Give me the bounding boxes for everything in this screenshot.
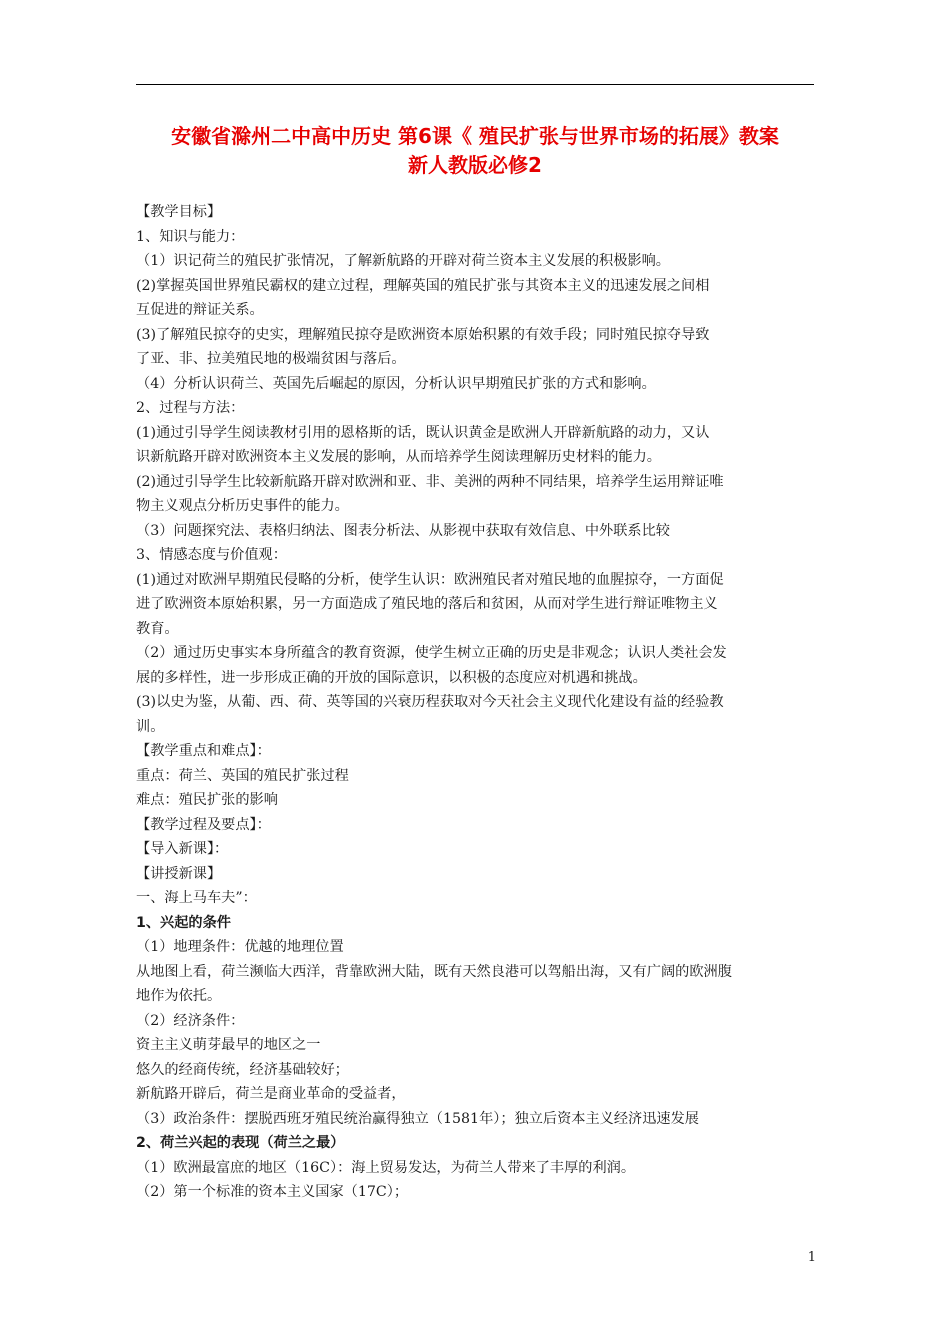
body-line: 互促进的辩证关系。 — [136, 302, 264, 318]
body-line: (2)通过引导学生比较新航路开辟对欧洲和亚、非、美洲的两种不同结果，培养学生运用辩证唯 — [136, 473, 724, 490]
body-line: (1)通过引导学生阅读教材引用的恩格斯的话，既认识黄金是欧洲人开辟新航路的动力，又认 — [136, 424, 710, 441]
body-line: （4）分析认识荷兰、英国先后崛起的原因，分析认识早期殖民扩张的方式和影响。 — [136, 375, 656, 392]
body-line: （2）通过历史事实本身所蕴含的教育资源，使学生树立正确的历史是非观念；认识人类社会发 — [136, 645, 727, 661]
body-line: 从地图上看，荷兰濒临大西洋，背靠欧洲大陆，既有天然良港可以驾船出海，又有广阔的欧洲腹 — [136, 963, 732, 980]
body-line: 难点：殖民扩张的影响 — [136, 792, 278, 808]
body-line: （1）地理条件：优越的地理位置 — [136, 939, 344, 955]
document-title — [120, 122, 830, 180]
body-line: 展的多样性，进一步形成正确的开放的国际意识，以积极的态度应对机遇和挑战。 — [136, 669, 647, 686]
body-line: 2、过程与方法： — [136, 400, 245, 416]
body-line: （2）第一个标准的资本主义国家（17C）； — [136, 1184, 409, 1200]
body-line: (3)了解殖民掠夺的史实，理解殖民掠夺是欧洲资本原始积累的有效手段；同时殖民掠夺导致 — [136, 326, 710, 343]
body-line: 资主主义萌芽最早的地区之一 — [136, 1037, 321, 1053]
body-line: 悠久的经商传统，经济基础较好； — [136, 1061, 349, 1078]
body-line: 进了欧洲资本原始积累，另一方面造成了殖民地的落后和贫困，从而对学生进行辩证唯物主义 — [136, 596, 718, 612]
body-line: （3）政治条件：摆脱西班牙殖民统治赢得独立（1581年）；独立后资本主义经济迅速发展 — [136, 1110, 699, 1127]
body-line: 识新航路开辟对欧洲资本主义发展的影响，从而培养学生阅读理解历史材料的能力。 — [136, 449, 661, 465]
body-line: 【教学过程及要点】： — [136, 816, 271, 833]
body-line: （3）问题探究法、表格归纳法、图表分析法、从影视中获取有效信息、中外联系比较 — [136, 522, 670, 539]
body-line: 新航路开辟后，荷兰是商业革命的受益者， — [136, 1086, 406, 1102]
body-line: （1）识记荷兰的殖民扩张情况，了解新航路的开辟对荷兰资本主义发展的积极影响。 — [136, 253, 670, 269]
body-line: 物主义观点分析历史事件的能力。 — [136, 498, 349, 514]
body-line: (2)掌握英国世界殖民霸权的建立过程，理解英国的殖民扩张与其资本主义的迅速发展之间相 — [136, 277, 710, 294]
page-number: 1 — [807, 1250, 816, 1265]
body-line: （2）经济条件： — [136, 1012, 245, 1029]
body-line: 1、知识与能力： — [136, 228, 245, 245]
body-line: 【教学重点和难点】： — [136, 743, 271, 759]
body-line: 【导入新课】： — [136, 841, 229, 857]
title-line-2: 新人教版必修2 — [408, 153, 542, 177]
body-line: 教育。 — [136, 620, 179, 637]
body-line: 训。 — [136, 718, 165, 735]
body-line: （1）欧洲最富庶的地区（16C）：海上贸易发达，为荷兰人带来了丰厚的利润。 — [136, 1159, 636, 1176]
body-line: 了亚、非、拉美殖民地的极端贫困与落后。 — [136, 351, 406, 367]
body-line: 【教学目标】 — [136, 204, 222, 220]
body-line: (1)通过对欧洲早期殖民侵略的分析，使学生认识：欧洲殖民者对殖民地的血腥掠夺，一方面促 — [136, 571, 724, 588]
body-line: 重点：荷兰、英国的殖民扩张过程 — [136, 767, 349, 784]
document-body — [136, 200, 818, 1205]
section-heading: 1、兴起的条件 — [136, 914, 231, 931]
body-line: 一、海上马车夫”： — [136, 890, 257, 906]
body-line: 【讲授新课】 — [136, 865, 222, 882]
section-heading: 2、荷兰兴起的表现（荷兰之最） — [136, 1135, 345, 1151]
body-line: (3)以史为鉴，从葡、西、荷、英等国的兴衰历程获取对今天社会主义现代化建设有益的经验教 — [136, 694, 724, 710]
body-line: 地作为依托。 — [136, 988, 222, 1004]
title-line-1: 安徽省滁州二中高中历史 第6课《 殖民扩张与世界市场的拓展》教案 — [171, 124, 779, 148]
body-line: 3、情感态度与价值观： — [136, 547, 287, 563]
header-rule — [136, 84, 814, 85]
